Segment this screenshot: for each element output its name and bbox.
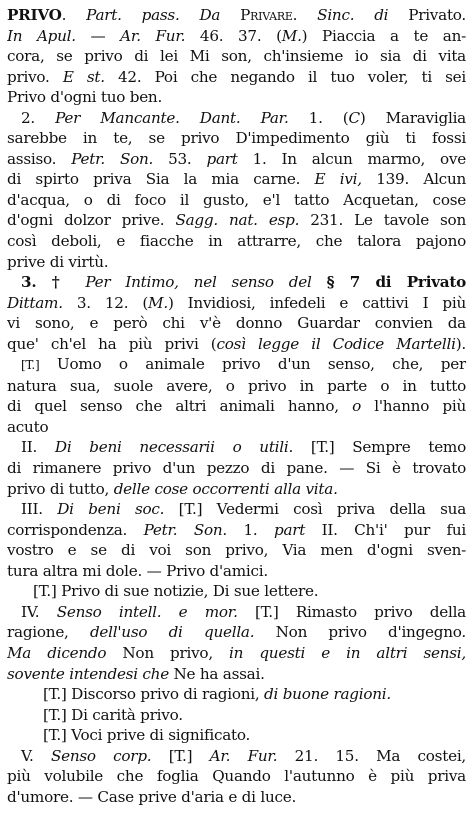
text-segment: tura altra mi dole. — Privo d'amici. (7, 561, 268, 580)
text-line (7, 581, 466, 602)
text-segment: Non privo d'ingegno. (254, 623, 466, 642)
text-segment: part (206, 149, 238, 168)
text-segment: [T.] Sempre temo (293, 438, 466, 457)
text-segment: privo. (7, 67, 63, 86)
text-segment: ). (455, 334, 466, 353)
text-segment: Sagg. nat. esp. (175, 211, 300, 230)
text-segment: M. (281, 26, 302, 45)
text-segment: IV. (21, 602, 57, 621)
text-line (7, 67, 466, 88)
text-segment: 21. 15. Ma costei, (277, 746, 466, 765)
text-segment: ) Maraviglia (359, 108, 466, 127)
text-segment: [T.] Discorso privo di ragioni, (43, 685, 265, 704)
text-segment: in questi e in altri sensi, (229, 643, 466, 662)
text-segment: Ma dicendo (7, 643, 107, 662)
text-segment: [T.] (151, 746, 210, 765)
text-segment: Non privo, (106, 643, 230, 662)
text-segment: [T.] Vedermi così priva della sua (164, 500, 466, 519)
text-line (7, 169, 466, 190)
text-segment: Sinc. di (317, 6, 409, 24)
text-segment: M. (148, 293, 168, 312)
text-segment: sovente intendesi che (7, 664, 169, 683)
text-segment: 2. (21, 108, 56, 127)
text-segment: Senso intell. e mor. (56, 602, 238, 621)
text-line (7, 149, 466, 170)
text-segment: di buone ragioni. (264, 685, 391, 704)
text-segment: II. Ch'i' pur fui (305, 520, 466, 539)
text-line (7, 396, 466, 417)
text-segment: 1. ( (288, 108, 349, 127)
text-segment: Privato. (408, 6, 466, 24)
text-segment: prive di virtù. (7, 252, 109, 271)
text-segment: assiso. (7, 149, 72, 168)
text-segment: In Apul. — Ar. Fur. (7, 26, 186, 45)
text-segment: Ne ha assai. (168, 664, 265, 683)
text-segment: di spirto priva Sia la mia carne. (7, 170, 315, 189)
text-segment: Uomo o animale privo d'un senso, che, per (39, 355, 466, 374)
text-segment: [T.] Voci prive di significato. (43, 726, 251, 745)
text-line (7, 26, 466, 47)
text-segment: Privare (240, 6, 293, 24)
text-segment: Di beni necessarii o utili. (54, 438, 294, 457)
text-segment: [T.] Di carità privo. (43, 705, 183, 724)
text-line (7, 87, 466, 108)
text-line (7, 540, 466, 561)
text-segment: Petr. Son. (71, 149, 154, 168)
text-segment: di rimanere privo d'un pezzo di pane. — Si è trovato (7, 459, 466, 478)
text-segment: cora, se privo di lei Mi son, ch'insieme io sia di vita (7, 47, 466, 66)
text-segment: acuto (7, 417, 49, 436)
text-line (7, 622, 466, 643)
text-line (7, 231, 466, 252)
text-segment: Senso corp. (50, 746, 152, 765)
text-line (7, 561, 466, 582)
text-segment: 1. In alcun marmo, ove (237, 149, 466, 168)
text-line (7, 272, 466, 293)
text-segment: . (292, 6, 318, 24)
text-segment: 46. 37. ( (185, 26, 282, 45)
text-segment: E ivi, (314, 170, 362, 189)
text-segment: delle cose occorrenti alla vita. (113, 479, 338, 498)
text-segment: III. (21, 500, 58, 519)
text-segment: II. (21, 438, 55, 457)
text-segment: d'umore. — Case prive d'aria e di luce. (7, 787, 297, 806)
text-line (7, 664, 466, 685)
text-segment: Part. pass. Da (86, 6, 241, 24)
text-line (7, 313, 466, 334)
text-segment: ) Invidiosi, infedeli e cattivi I più (167, 293, 466, 312)
text-line (7, 190, 466, 211)
text-segment: part (273, 520, 306, 539)
text-segment: privo di tutto, (7, 479, 114, 498)
text-segment: E st. (62, 67, 105, 86)
text-line (7, 602, 466, 623)
text-line (7, 293, 466, 314)
text-segment: [T.] Privo di sue notizie, Di sue lettere. (33, 582, 319, 601)
text-segment: V. (21, 746, 51, 765)
text-segment: Di beni soc. (57, 500, 165, 519)
text-segment: 231. Le tavole son (299, 211, 466, 230)
text-line (7, 5, 466, 26)
text-segment: 139. Alcun (361, 170, 466, 189)
text-line (7, 520, 466, 541)
text-segment: vostro e se di voi son privo, Via men d'ogni sven- (7, 541, 466, 560)
text-segment: § 7 di Privato (326, 273, 466, 292)
dictionary-entry-privo (7, 5, 466, 807)
text-line (7, 787, 466, 808)
text-segment: C (348, 108, 360, 127)
text-line (7, 46, 466, 67)
text-segment: d'acqua, o di foco il gusto, e'l tatto Acquetan, cose (7, 190, 466, 209)
text-segment: PRIVO (7, 6, 62, 24)
text-line (7, 643, 466, 664)
text-segment: Petr. Son. (143, 520, 228, 539)
text-segment: 1. (227, 520, 274, 539)
text-segment: . (61, 6, 87, 24)
text-line (7, 684, 466, 705)
text-line (7, 210, 466, 231)
text-segment: natura sua, suole avere, o privo in parte o in tutto (7, 376, 466, 395)
text-segment: Per Intimo, nel senso del (85, 273, 327, 292)
text-segment: più volubile che foglia Quando l'autunno è più priva (7, 767, 466, 786)
text-segment: Ar. Fur. (209, 746, 278, 765)
text-line (7, 746, 466, 767)
text-segment: 3. † (21, 273, 86, 292)
text-line (7, 128, 466, 149)
text-segment: di quel senso che altri animali hanno, (7, 397, 353, 416)
text-segment: 42. Poi che negando il tuo voler, ti sei (104, 67, 466, 86)
text-segment: o (352, 397, 361, 416)
text-segment: ragione, (7, 623, 90, 642)
text-segment: l'hanno più (360, 397, 466, 416)
text-line (7, 458, 466, 479)
text-segment: [T.] Rimasto privo della (237, 602, 466, 621)
text-segment: così deboli, e fiacche in attrarre, che talora pajono (7, 232, 466, 251)
text-segment: dell'uso di quella. (89, 623, 255, 642)
text-segment: Per Mancante. Dant. Par. (55, 108, 289, 127)
text-line (7, 725, 466, 746)
text-line (7, 108, 466, 129)
text-line (7, 705, 466, 726)
text-line (7, 334, 466, 355)
text-line (7, 376, 466, 397)
text-line (7, 499, 466, 520)
text-line (7, 437, 466, 458)
text-segment: sarebbe in te, se privo D'impedimento giù ti fossi (7, 129, 466, 148)
text-line (7, 479, 466, 500)
text-segment: vi sono, e però chi v'è donno Guardar convien da (7, 314, 466, 333)
text-segment: ) Piaccia a te an- (301, 26, 466, 45)
text-segment: d'ogni dolzor prive. (7, 211, 176, 230)
text-line (7, 766, 466, 787)
text-line (7, 354, 466, 376)
text-line (7, 417, 466, 438)
text-segment: que' ch'el ha più privi ( (7, 334, 217, 353)
text-segment: corrispondenza. (7, 520, 144, 539)
text-line (7, 252, 466, 273)
text-segment: Privo d'ogni tuo ben. (7, 88, 163, 107)
text-segment: [T.] (21, 358, 40, 373)
text-segment: 3. 12. ( (62, 293, 149, 312)
text-segment: 53. (153, 149, 207, 168)
text-segment: Dittam. (7, 293, 63, 312)
text-segment: così legge il Codice Martelli (216, 334, 456, 353)
